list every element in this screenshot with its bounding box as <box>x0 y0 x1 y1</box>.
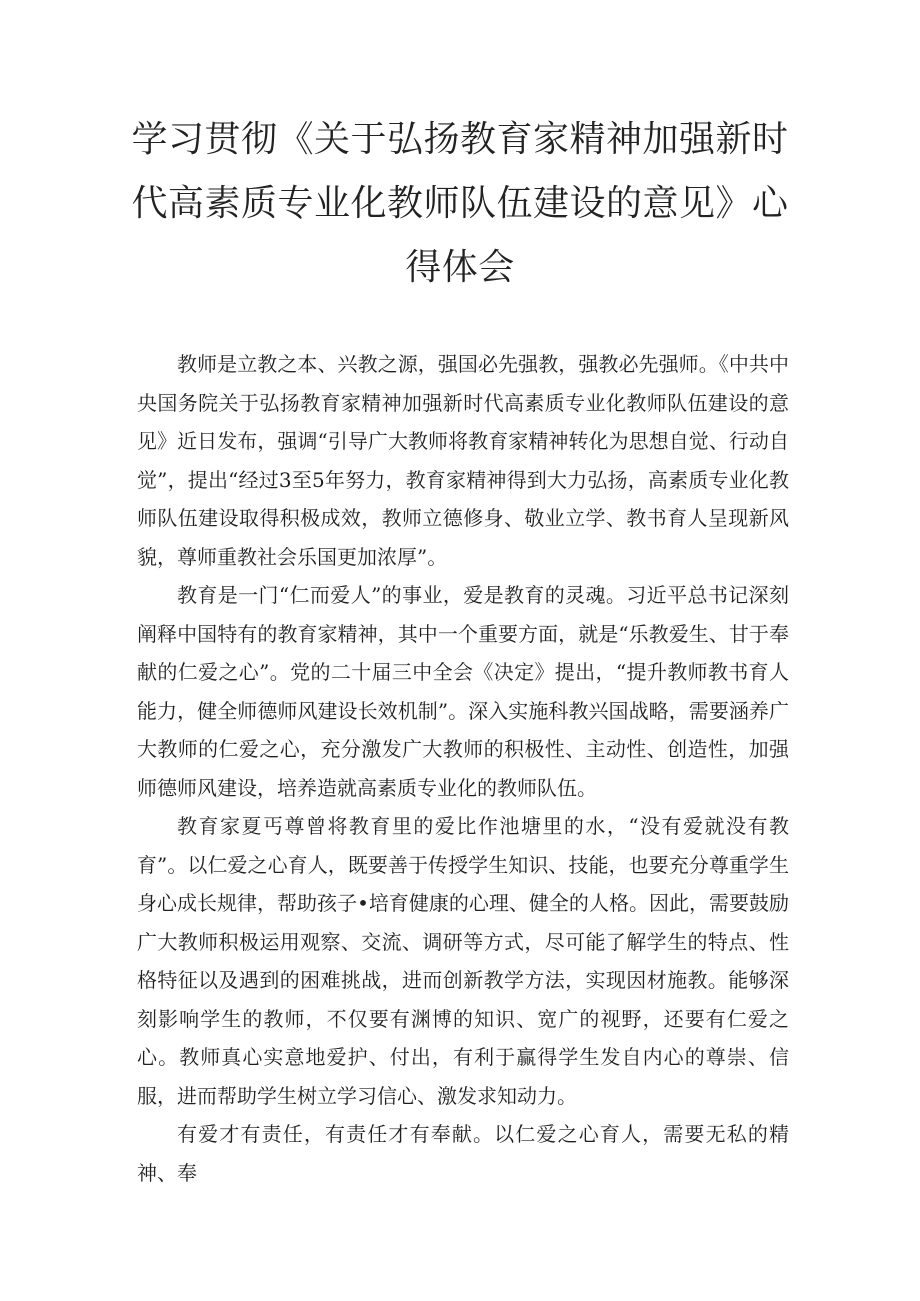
paragraph-4: 有爱才有责任，有责任才有奉献。以仁爱之心育人，需要无私的精神、奉 <box>137 1122 789 1185</box>
paragraph-3: 教育家夏丐尊曾将教育里的爱比作池塘里的水，“没有爱就没有教育”。以仁爱之心育人，既要善于传授学生知识、技能，也要充分尊重学生身心成长规律，帮助孩子•培育健康的心理、健全的人格。因此，需要鼓励广大教师积极运用观察、交流、调研等方式，尽可能了解学生的特点、性格特征以及遇到的困难挑战，进而创新教学方法，实现因材施教。能够深刻影响学生的教师，不仅要有渊博的知识、宽广的视野，还要有仁爱之心。教师真心实意地爱护、付出，有利于赢得学生发自内心的尊崇、信服，进而帮助学生树立学习信心、激发求知动力。 <box>137 814 789 1108</box>
document-title: 学习贯彻《关于弘扬教育家精神加强新时代高素质专业化教师队伍建设的意见》心得体会 <box>131 119 789 288</box>
document-body <box>137 345 789 1192</box>
paragraph-2: 教育是一门“仁而爱人”的事业，爱是教育的灵魂。习近平总书记深刻阐释中国特有的教育家精神，其中一个重要方面，就是“乐教爱生、甘于奉献的仁爱之心”。党的二十届三中全会《决定》提出，“提升教师教书育人能力，健全师德师风建设长效机制”。深入实施科教兴国战略，需要涵养广大教师的仁爱之心，充分激发广大教师的积极性、主动性、创造性，加强师德师风建设，培养造就高素质专业化的教师队伍。 <box>137 583 789 800</box>
paragraph-1: 教师是立教之本、兴教之源，强国必先强教，强教必先强师。《中共中央国务院关于弘扬教育家精神加强新时代高素质专业化教师队伍建设的意见》近日发布，强调“引导广大教师将教育家精神转化为思想自觉、行动自觉”，提出“经过3至5年努力，教育家精神得到大力弘扬，高素质专业化教师队伍建设取得积极成效，教师立德修身、敬业立学、教书育人呈现新风貌，尊师重教社会乐国更加浓厚”。 <box>137 352 789 569</box>
